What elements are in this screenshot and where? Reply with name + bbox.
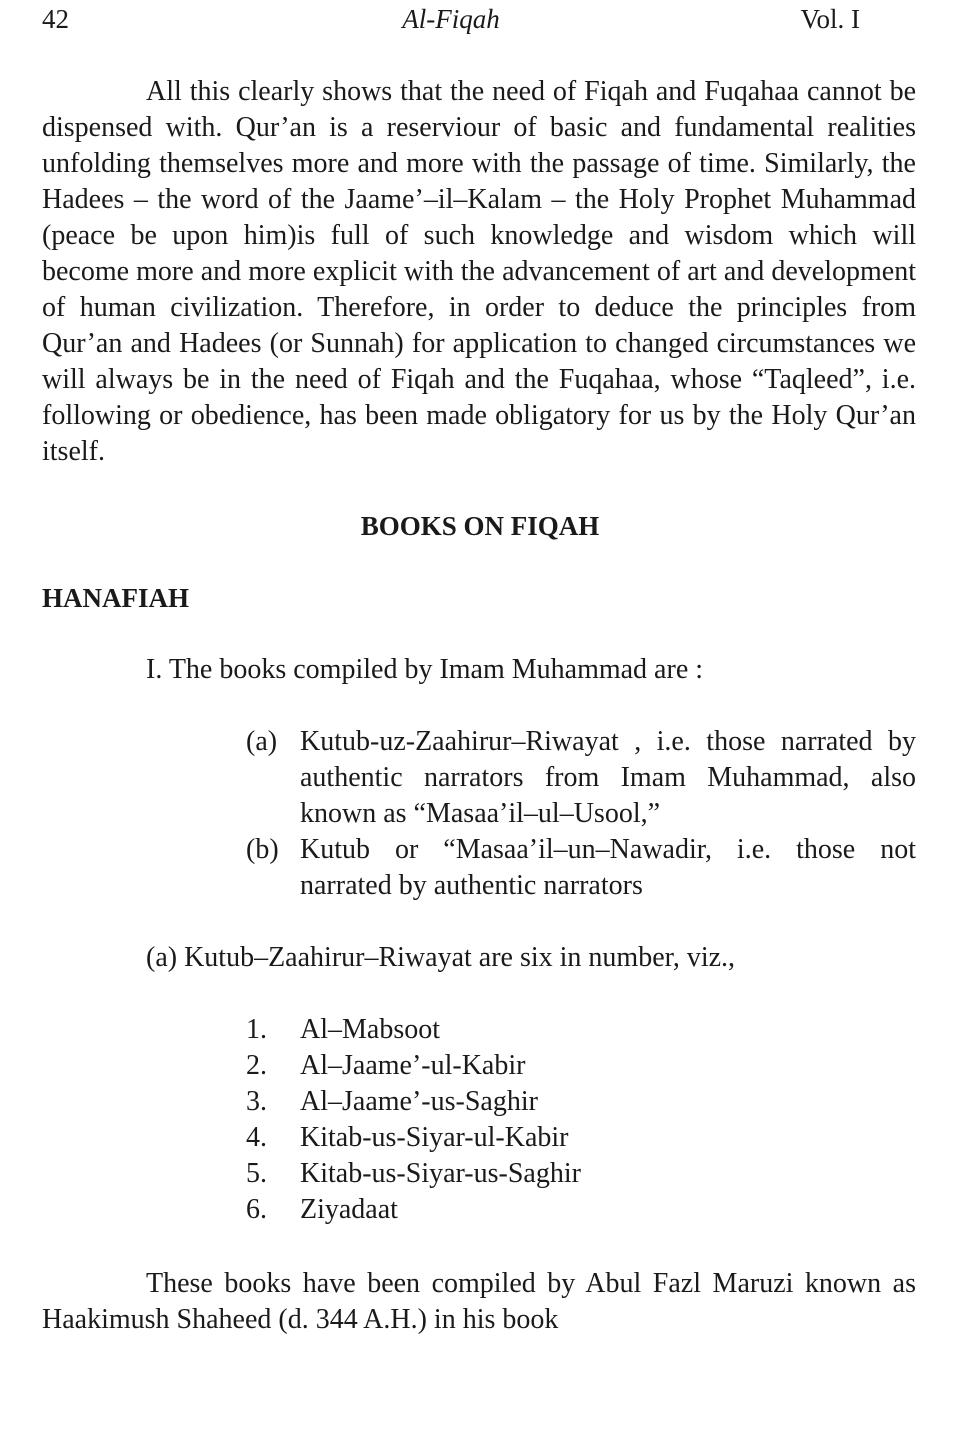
item-number: 2. (246, 1050, 267, 1081)
item-number: 6. (246, 1194, 267, 1225)
item-number: 1. (246, 1014, 267, 1045)
category-marker: (a) (246, 726, 278, 757)
item-number: 5. (246, 1158, 267, 1189)
list-item (246, 1192, 581, 1228)
closing-paragraph (42, 1266, 916, 1338)
book-title-text: Al–Jaame’-us-Saghir (300, 1086, 538, 1117)
intro-paragraph (42, 74, 916, 470)
intro-paragraph-text: All this clearly shows that the need of Fiqah and Fuqahaa cannot be dispensed with. Qur’an is a reserviour of basic and fundamental realities unfolding themselves more and more with the passage of time. Similarly, the Hadees – the word of the Jaame’–il–Kalam – the Holy Prophet Muhammad (peace be upon him)is full of such knowledge and wisdom which will become more and more explicit with the advancement of art and development of human civilization. Therefore, in order to deduce the principles from Qur’an and Hadees (or Sunnah) for application to changed circumstances we will always be in the need of Fiqah and the Fuqahaa, whose “Taqleed”, i.e. following or obedience, has been made obligatory for us by the Holy Qur’an itself. (42, 76, 916, 467)
section-title: BOOKS ON FIQAH (360, 511, 600, 541)
list-item (246, 1012, 581, 1048)
book-title-text: Ziyadaat (300, 1194, 398, 1225)
list-item (246, 1120, 581, 1156)
category-text: Kutub or “Masaa’il–un–Nawadir, i.e. those not narrated by authentic narrators (300, 834, 916, 901)
category-list (246, 724, 916, 904)
page-number: 42 (42, 4, 69, 34)
item-number: 4. (246, 1122, 267, 1153)
books-list (246, 1012, 581, 1228)
book-title: Al-Fiqah (402, 4, 500, 34)
category-text: Kutub-uz-Zaahirur–Riwayat , i.e. those narrated by authentic narrators from Imam Muhammad, also known as “Masaa’il–ul–Usool,” (300, 726, 916, 829)
list-item (246, 1048, 581, 1084)
book-title-text: Al–Mabsoot (300, 1014, 440, 1045)
sub-intro-line: (a) Kutub–Zaahirur–Riwayat are six in number, viz., (146, 942, 736, 973)
category-marker: (b) (246, 834, 279, 865)
list-item (246, 1084, 581, 1120)
book-title-text: Al–Jaame’-ul-Kabir (300, 1050, 526, 1081)
running-header (42, 4, 860, 40)
list-item (246, 1156, 581, 1192)
category-item (246, 724, 916, 832)
item-number: 3. (246, 1086, 267, 1117)
school-heading: HANAFIAH (42, 583, 189, 613)
volume-label: Vol. I (800, 4, 860, 34)
closing-paragraph-text: These books have been compiled by Abul Fazl Maruzi known as Haakimush Shaheed (d. 344 A.H.) in his book (42, 1268, 916, 1335)
category-item (246, 832, 916, 904)
book-title-text: Kitab-us-Siyar-us-Saghir (300, 1158, 581, 1189)
books-intro-line: I. The books compiled by Imam Muhammad are : (146, 654, 704, 685)
book-title-text: Kitab-us-Siyar-ul-Kabir (300, 1122, 569, 1153)
